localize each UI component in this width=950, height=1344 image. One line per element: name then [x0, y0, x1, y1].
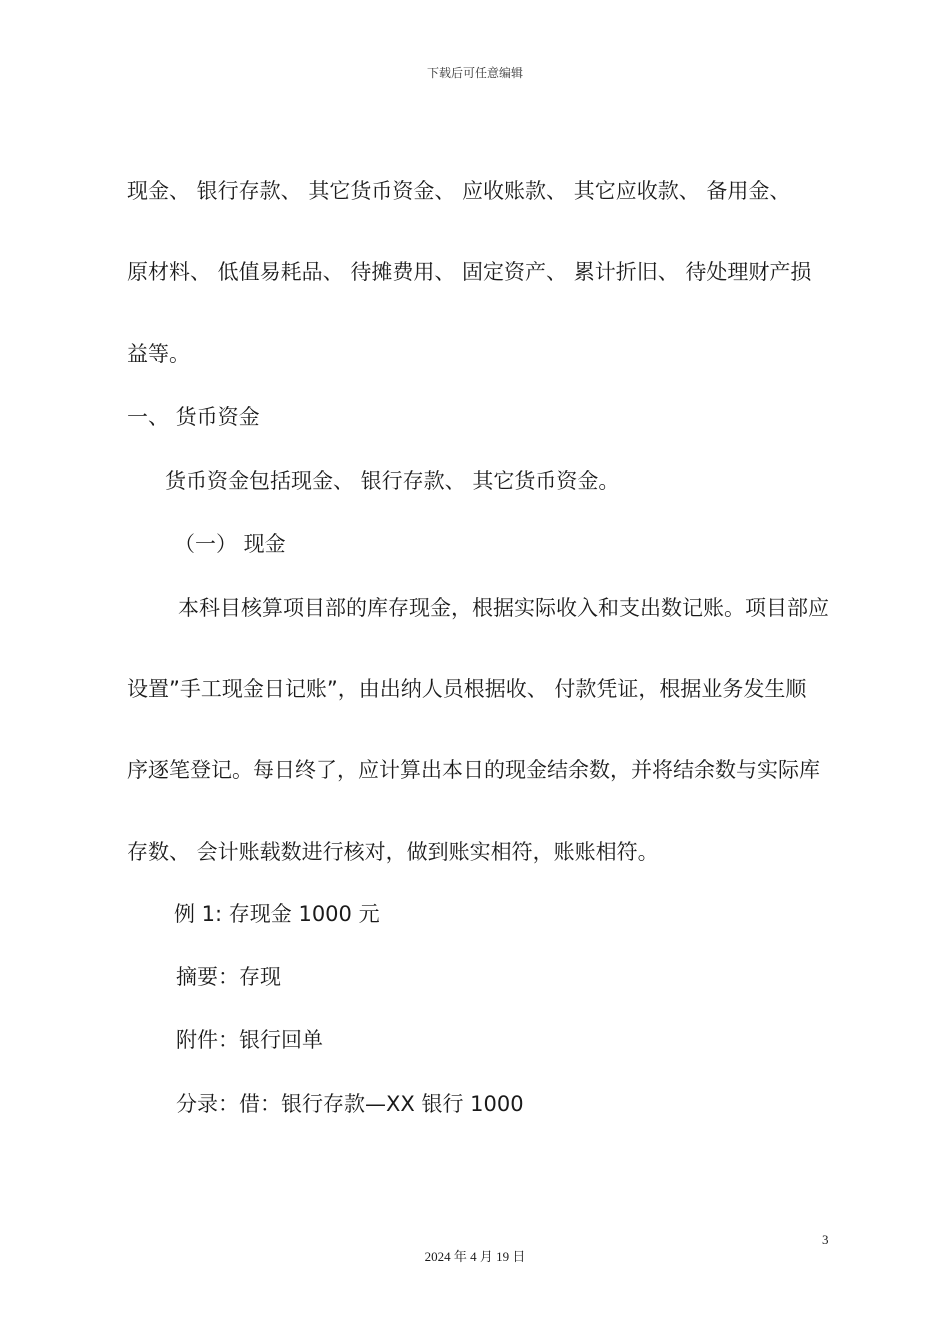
- example-line: 例 1: 存现金 1000 元: [174, 902, 380, 926]
- footer-date: 2024 年 4 月 19 日: [424, 1249, 526, 1264]
- paragraph-line: 设置”手工现金日记账”，由出纳人员根据收、 付款凭证，根据业务发生顺: [127, 677, 807, 701]
- section-heading: 一、 货币资金: [127, 405, 260, 429]
- subsection-heading: （一） 现金: [174, 532, 286, 556]
- attachment-line: 附件：银行回单: [176, 1028, 323, 1052]
- paragraph-line: 原材料、 低值易耗品、 待摊费用、 固定资产、 累计折旧、 待处理财产损: [127, 260, 812, 284]
- page-header: 下载后可任意编辑: [426, 66, 523, 80]
- paragraph-line: 本科目核算项目部的库存现金，根据实际收入和支出数记账。项目部应: [178, 596, 829, 620]
- paragraph-line: 益等。: [127, 342, 190, 366]
- summary-line: 摘要：存现: [176, 965, 281, 989]
- page-number: 3: [822, 1232, 829, 1247]
- entry-line: 分录：借：银行存款—XX 银行 1000: [176, 1092, 524, 1116]
- paragraph-line: 现金、 银行存款、 其它货币资金、 应收账款、 其它应收款、 备用金、: [127, 179, 791, 203]
- paragraph-line: 货币资金包括现金、 银行存款、 其它货币资金。: [165, 469, 620, 493]
- paragraph-line: 存数、 会计账载数进行核对，做到账实相符，账账相符。: [127, 840, 659, 864]
- paragraph-line: 序逐笔登记。每日终了，应计算出本日的现金结余数，并将结余数与实际库: [127, 758, 820, 782]
